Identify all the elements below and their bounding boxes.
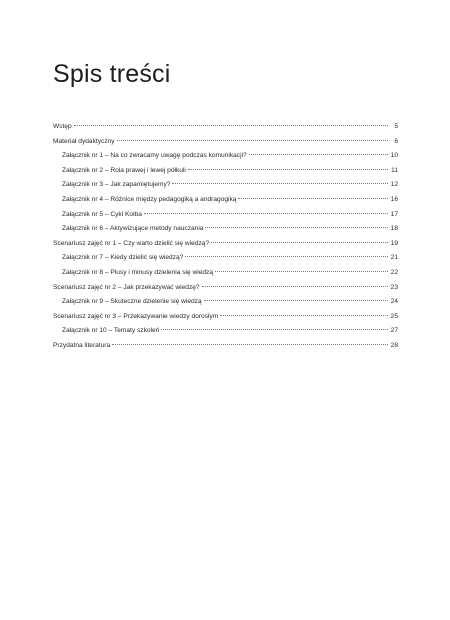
table-of-contents [53, 120, 398, 354]
dot-leader [185, 256, 388, 257]
dot-leader [188, 169, 388, 170]
toc-entry-label: Przydatna literatura [53, 341, 111, 349]
toc-entry[interactable] [53, 178, 398, 193]
toc-entry-page: 18 [390, 225, 398, 233]
toc-entry-page: 21 [390, 254, 398, 262]
dot-leader [117, 140, 388, 141]
toc-entry-label: Scenariusz zajęć nr 1 – Czy warto dzielić się wiedzą? [53, 239, 210, 247]
toc-entry[interactable] [53, 222, 398, 237]
dot-leader [204, 300, 388, 301]
toc-entry-page: 17 [390, 210, 398, 218]
toc-entry[interactable] [53, 310, 398, 325]
toc-entry-label: Wstęp [53, 123, 72, 130]
toc-entry-label: Załącznik nr 7 – Kiedy dzielić się wiedzą? [62, 254, 184, 262]
toc-entry-page: 22 [390, 268, 398, 276]
toc-entry[interactable] [53, 295, 398, 310]
toc-entry[interactable] [53, 266, 398, 281]
dot-leader [112, 344, 388, 345]
dot-leader [161, 329, 388, 330]
toc-entry-label: Załącznik nr 1 – Na co zwracamy uwagę podczas komunikacji? [62, 152, 247, 160]
toc-entry-page: 6 [394, 137, 398, 145]
toc-entry-page: 16 [390, 195, 398, 203]
toc-entry-page: 28 [390, 341, 398, 349]
toc-entry-page: 10 [390, 152, 398, 160]
toc-entry-page: 24 [390, 298, 398, 306]
toc-entry-page: 12 [390, 181, 398, 189]
toc-entry[interactable] [53, 324, 398, 339]
toc-entry[interactable] [53, 193, 398, 208]
dot-leader [215, 271, 388, 272]
toc-entry-label: Załącznik nr 9 – Skuteczne dzielenie się wiedzą [62, 298, 202, 306]
toc-entry[interactable] [53, 251, 398, 266]
dot-leader [238, 198, 388, 199]
toc-entry-label: Załącznik nr 6 – Aktywizujące metody nauczania [62, 225, 204, 233]
toc-entry[interactable] [53, 149, 398, 164]
dot-leader [249, 154, 388, 155]
toc-entry-label: Scenariusz zajęć nr 3 – Przekazywanie wiedzy dorosłym [53, 312, 219, 320]
toc-entry-page: 23 [390, 283, 398, 291]
toc-entry[interactable] [53, 135, 398, 150]
toc-entry-page: 5 [394, 123, 398, 130]
dot-leader [211, 242, 388, 243]
toc-entry[interactable] [53, 120, 398, 135]
dot-leader [220, 315, 388, 316]
toc-entry-page: 27 [390, 327, 398, 335]
toc-entry-page: 19 [390, 239, 398, 247]
toc-entry[interactable] [53, 237, 398, 252]
dot-leader [172, 183, 388, 184]
toc-entry-label: Załącznik nr 5 – Cykl Kolba [62, 210, 142, 218]
page-title: Spis treści [53, 60, 171, 88]
dot-leader [74, 125, 388, 126]
toc-entry-label: Materiał dydaktyczny [53, 137, 115, 145]
toc-entry-label: Załącznik nr 10 – Tematy szkoleń [62, 327, 160, 335]
toc-entry-page: 25 [390, 312, 398, 320]
toc-entry[interactable] [53, 208, 398, 223]
toc-entry-page: 11 [391, 166, 398, 174]
toc-entry[interactable] [53, 164, 398, 179]
dot-leader [205, 227, 388, 228]
toc-entry-label: Scenariusz zajęć nr 2 – Jak przekazywać wiedzę? [53, 283, 200, 291]
toc-entry-label: Załącznik nr 2 – Rola prawej i lewej półkuli [62, 166, 186, 174]
toc-entry[interactable] [53, 339, 398, 354]
toc-entry[interactable] [53, 281, 398, 296]
toc-entry-label: Załącznik nr 8 – Plusy i minusy dzielenia się wiedzą [62, 268, 213, 276]
dot-leader [202, 286, 388, 287]
toc-entry-label: Załącznik nr 4 – Różnice między pedagogiką a andragogiką [62, 195, 237, 203]
toc-entry-label: Załącznik nr 3 – Jak zapamiętujemy? [62, 181, 171, 189]
dot-leader [144, 213, 388, 214]
